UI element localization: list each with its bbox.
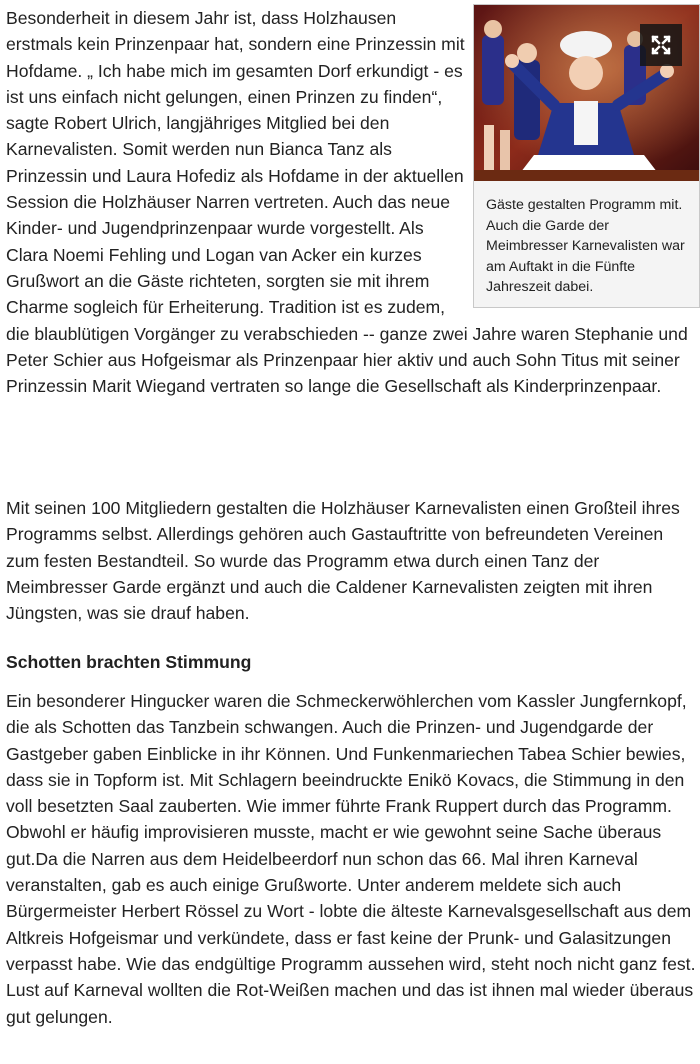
- expand-icon[interactable]: [640, 24, 682, 66]
- figure-caption: Gäste gestalten Programm mit. Auch die Garde der Meimbresser Karnevalisten war am Auftakt in die Fünfte Jahreszeit dabei.: [486, 197, 685, 296]
- article-figure: [473, 4, 700, 308]
- section-subheading: Schotten brachten Stimmung: [6, 652, 252, 672]
- paragraph-1-text: Besonderheit in diesem Jahr ist, dass Holzhausen erstmals kein Prinzenpaar hat, sondern eine Prinzessin mit Hofdame. „ Ich habe mich im gesamten Dorf erkundigt - es ist uns einfach nicht gelungen, einen Prinzen zu finden“, sagte Robert Ulrich, langjähriges Mitglied bei den Karnevalisten. Somit werden nun Bianca Tanz als Prinzessin und Laura Hofediz als Hofdame in der aktuellen Session die Holzhäuser Narren vertreten. Auch das neue Kinder- und Jugendprinzenpaar wurde vorgestellt. Als Clara Noemi Fehling und Logan van Acker ein kurzes Grußwort an die Gäste richteten, sorgten sie mit ihrem Charme sogleich für Erheiterung. Tradition ist es zudem, die blaublütigen Vorgänger zu verabschieden -- ganze zwei Jahre waren Stephanie und Peter Schier aus Hofgeismar als Prinzenpaar hier aktiv und auch Sohn Titus mit seiner Prinzessin Marit Wiegand vertraten so lange die Gesellschaft als Kinderprinzenpaar.: [6, 8, 688, 397]
- article-paragraph-1: [6, 5, 696, 399]
- article-paragraph-3: Ein besonderer Hingucker waren die Schmeckerwöhlerchen vom Kassler Jungfernkopf, die als Schotten das Tanzbein schwangen. Auch die Prinzen- und Jugendgarde der Gastgeber gaben Einblicke in ihr Können. Und Funkenmariechen Tabea Schier bewies, dass sie in Topform ist. Mit Schlagern beeindruckte Enikö Kovacs, die Stimmung in den voll besetzten Saal zauberten. Wie immer führte Frank Ruppert durch das Programm. Obwohl er häufig improvisieren musste, macht er wie gewohnt seine Sache überaus gut.Da die Narren aus dem Heidelbeerdorf nun schon das 66. Mal ihren Karneval veranstalten, gab es auch einige Grußworte. Unter anderem meldete sich auch Bürgermeister Herbert Rössel zu Wort - lobte die älteste Karnevalsgesellschaft aus dem Altkreis Hofgeismar und verkündete, dass er fast keine der Prunk- und Galasitzungen verpasst habe. Wie das endgültige Programm aussehen wird, steht noch nicht ganz fest. Lust auf Karneval wollten die Rot-Weißen machen und das ist ihnen mal wieder überaus gut gelungen.: [6, 691, 696, 1027]
- article-paragraph-2: Mit seinen 100 Mitgliedern gestalten die Holzhäuser Karnevalisten einen Großteil ihres Programms selbst. Allerdings gehören auch Gastauftritte von befreundeten Vereinen zum festen Bestandteil. So wurde das Programm etwa durch einen Tanz der Meimbresser Garde ergänzt und auch die Caldener Karnevalisten zeigten mit ihren Jüngsten, was sie drauf haben.: [6, 498, 680, 624]
- photo-carnival-guard[interactable]: [474, 5, 699, 181]
